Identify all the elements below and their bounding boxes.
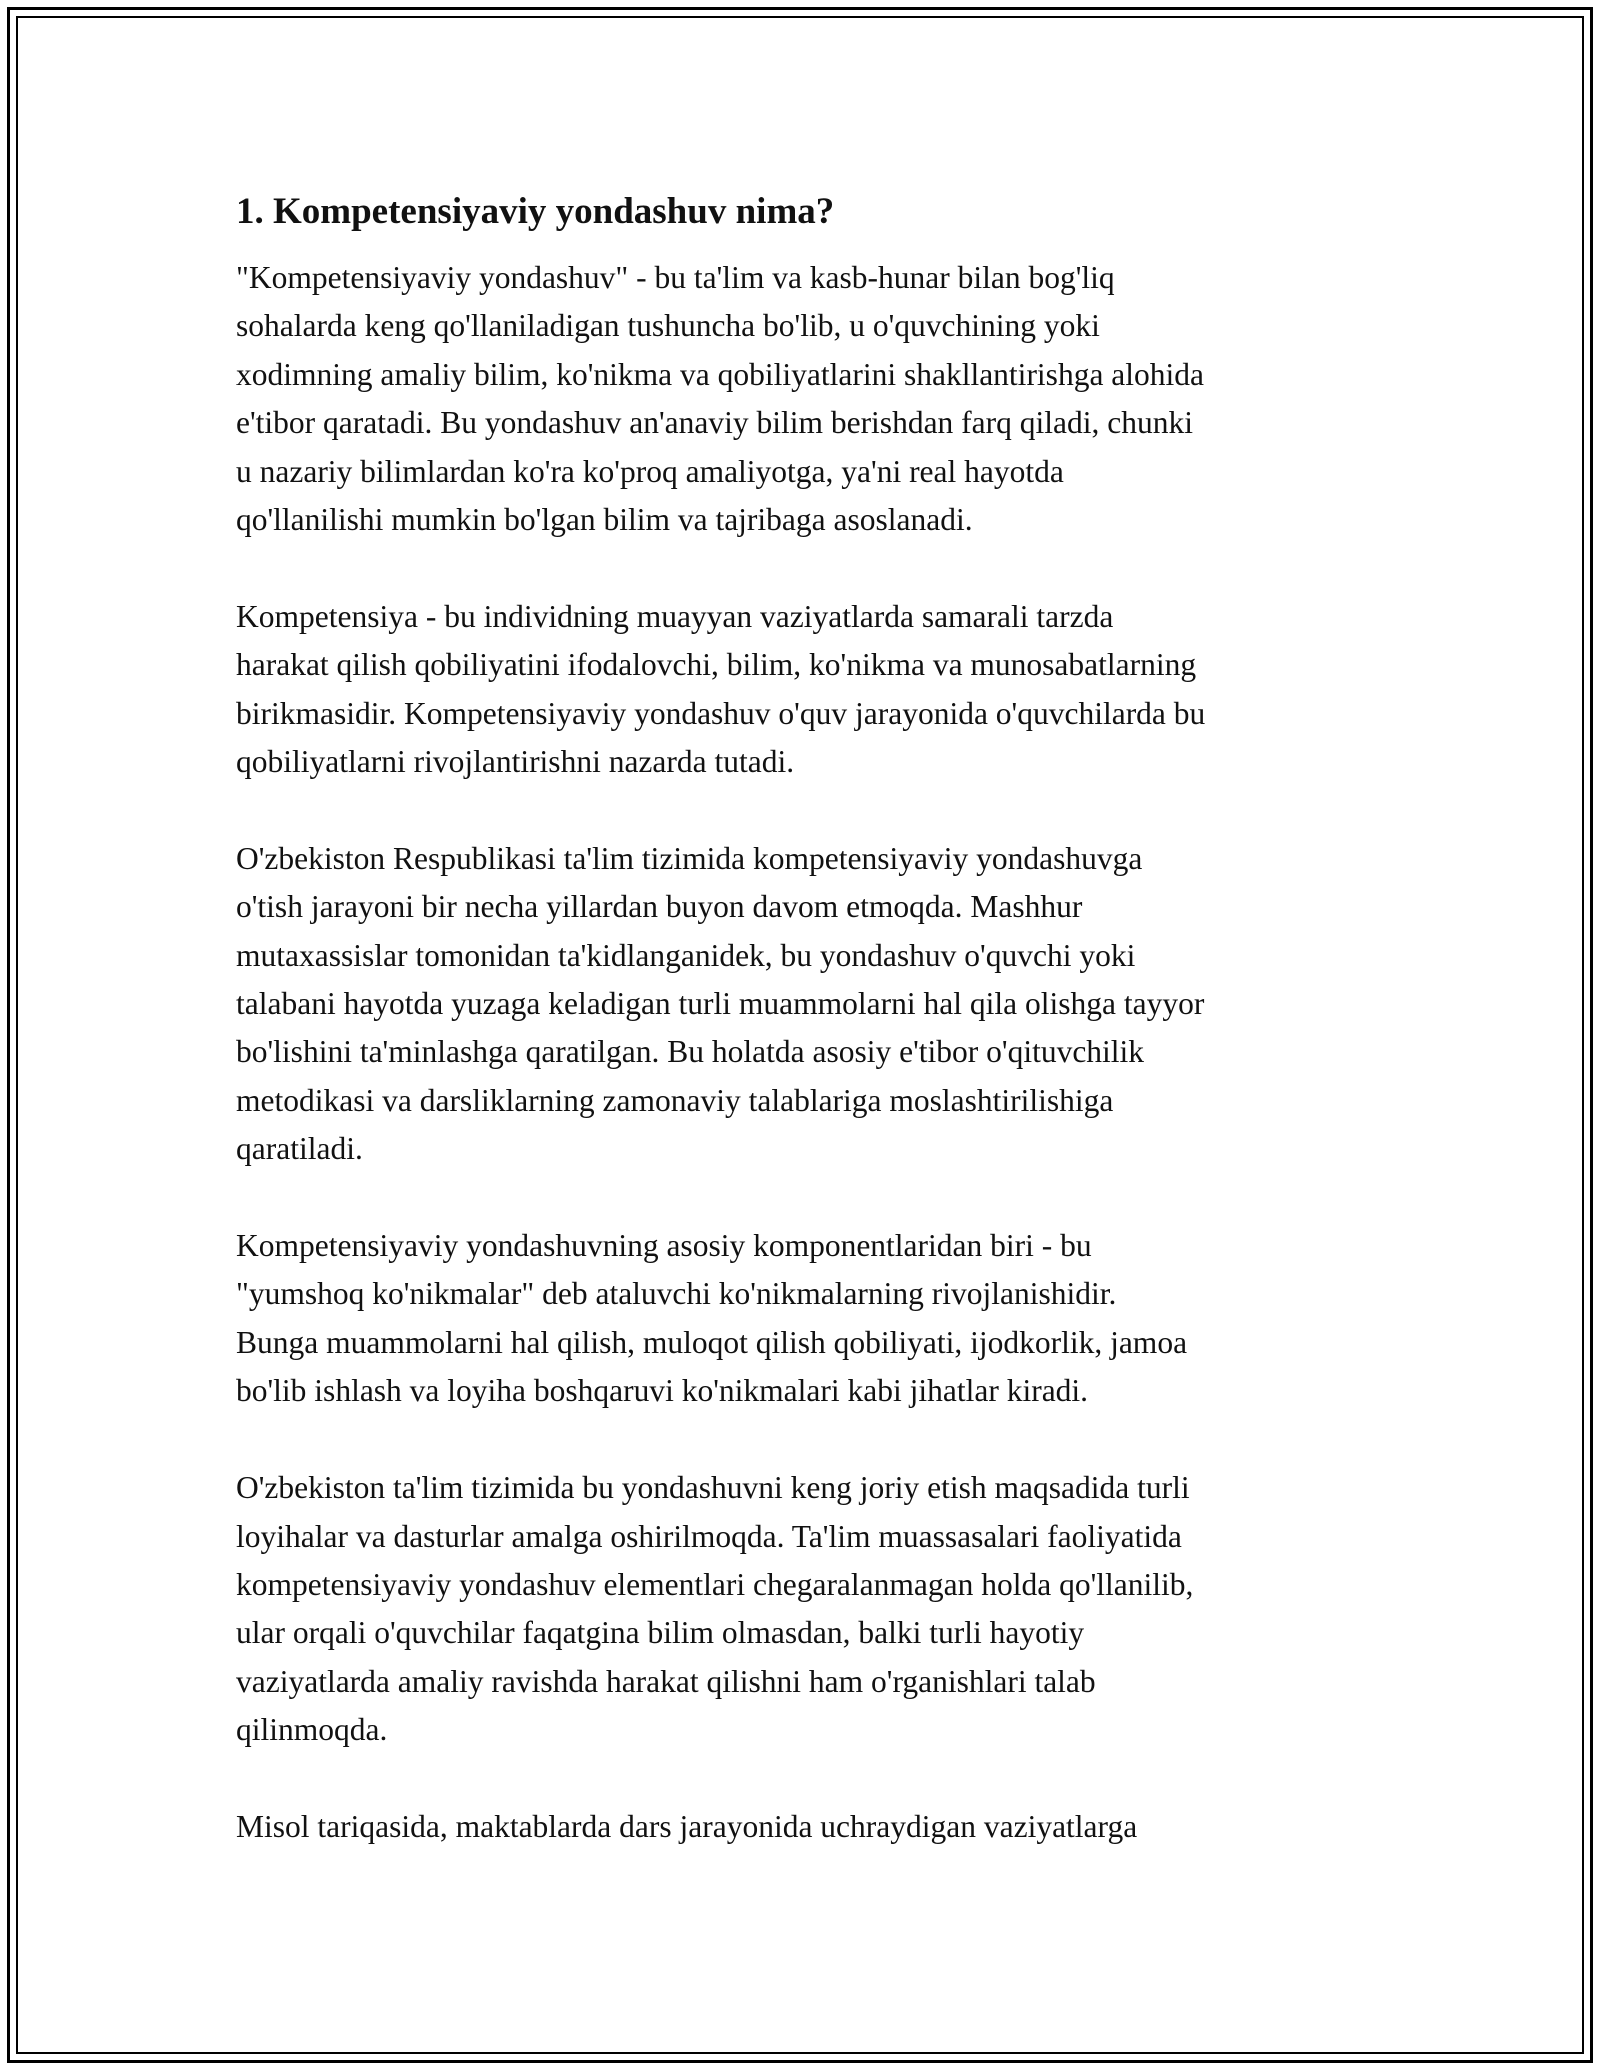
text-line: vaziyatlarda amaliy ravishda harakat qilishni ham o'rganishlari talab xyxy=(236,1663,1096,1699)
text-line: qobiliyatlarni rivojlantirishni nazarda tutadi. xyxy=(236,744,795,780)
paragraph-example xyxy=(236,1803,1386,1851)
text-line: qaratiladi. xyxy=(236,1131,363,1167)
text-line: loyihalar va dasturlar amalga oshirilmoqda. Ta'lim muassasalari faoliyatida xyxy=(236,1518,1182,1554)
text-line: birikmasidir. Kompetensiyaviy yondashuv o'quv jarayonida o'quvchilarda bu xyxy=(236,695,1206,731)
paragraph-implementation xyxy=(236,1464,1386,1754)
text-line: ular orqali o'quvchilar faqatgina bilim olmasdan, balki turli hayotiy xyxy=(236,1615,1085,1651)
text-line: Kompetensiyaviy yondashuvning asosiy komponentlaridan biri - bu xyxy=(236,1228,1092,1264)
text-line: harakat qilish qobiliyatini ifodalovchi, bilim, ko'nikma va munosabatlarning xyxy=(236,647,1197,683)
text-line: "Kompetensiyaviy yondashuv" - bu ta'lim va kasb-hunar bilan bog'liq xyxy=(236,260,1115,295)
text-line: O'zbekiston Respublikasi ta'lim tizimida kompetensiyaviy yondashuvga xyxy=(236,840,1143,876)
text-line: sohalarda keng qo'llaniladigan tushuncha bo'lib, u o'quvchining yoki xyxy=(236,308,1100,344)
text-line: Bunga muammolarni hal qilish, muloqot qilish qobiliyati, ijodkorlik, jamoa xyxy=(236,1324,1188,1360)
text-line: bo'lishini ta'minlashga qaratilgan. Bu holatda asosiy e'tibor o'qituvchilik xyxy=(236,1034,1145,1070)
paragraph-soft-skills xyxy=(236,1222,1386,1416)
text-line: Misol tariqasida, maktablarda dars jarayonida uchraydigan vaziyatlarga xyxy=(236,1808,1138,1844)
page-title: 1. Kompetensiyaviy yondashuv nima? xyxy=(236,191,835,232)
text-line: kompetensiyaviy yondashuv elementlari chegaralanmagan holda qo'llanilib, xyxy=(236,1566,1194,1602)
text-line: u nazariy bilimlardan ko'ra ko'proq amaliyotga, ya'ni real hayotda xyxy=(236,453,1064,489)
text-line: qilinmoqda. xyxy=(236,1712,388,1748)
paragraph-competence xyxy=(236,593,1386,787)
text-line: mutaxassislar tomonidan ta'kidlanganidek, bu yondashuv o'quvchi yoki xyxy=(236,937,1136,973)
text-line: O'zbekiston ta'lim tizimida bu yondashuvni keng joriy etish maqsadida turli xyxy=(236,1470,1190,1506)
paragraph-definition xyxy=(236,254,1386,544)
text-line: Kompetensiya - bu individning muayyan vaziyatlarda samarali tarzda xyxy=(236,598,1114,634)
text-line: o'tish jarayoni bir necha yillardan buyon davom etmoqda. Mashhur xyxy=(236,889,1083,925)
text-line: talabani hayotda yuzaga keladigan turli muammolarni hal qila olishga tayyor xyxy=(236,986,1205,1022)
text-line: e'tibor qaratadi. Bu yondashuv an'anaviy bilim berishdan farq qiladi, chunki xyxy=(236,405,1193,441)
text-line: bo'lib ishlash va loyiha boshqaruvi ko'nikmalari kabi jihatlar kiradi. xyxy=(236,1373,1089,1409)
text-line: "yumshoq ko'nikmalar" deb ataluvchi ko'nikmalarning rivojlanishidir. xyxy=(236,1276,1117,1312)
text-line: qo'llanilishi mumkin bo'lgan bilim va tajribaga asoslanadi. xyxy=(236,502,973,538)
paragraph-uzbekistan-transition xyxy=(236,835,1386,1174)
text-line: xodimning amaliy bilim, ko'nikma va qobiliyatlarini shakllantirishga alohida xyxy=(236,356,1205,392)
text-line: metodikasi va darsliklarning zamonaviy talablariga moslashtirilishiga xyxy=(236,1082,1114,1118)
document-body xyxy=(236,188,1386,1900)
